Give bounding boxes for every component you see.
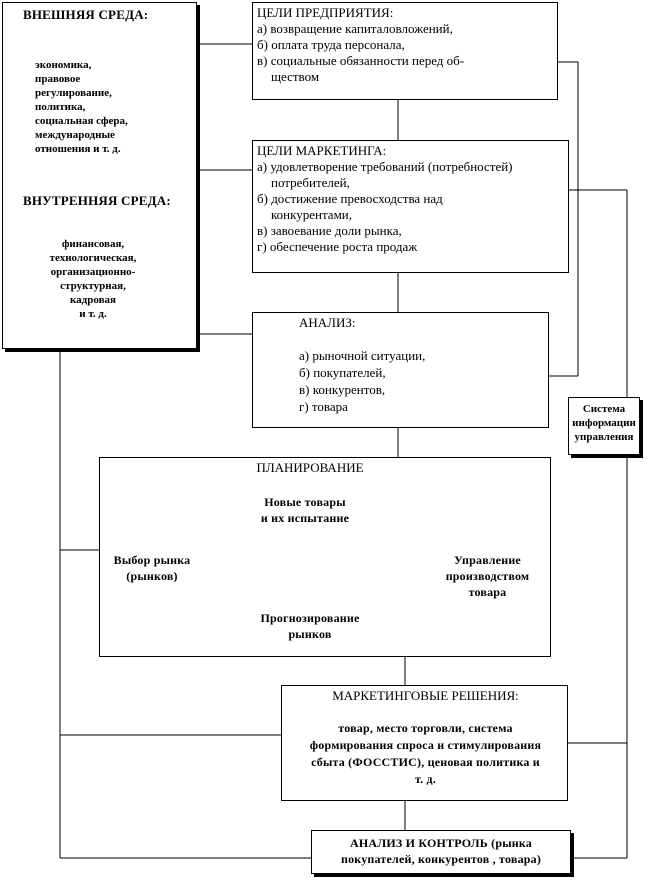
mis-label: информации [572, 417, 636, 429]
external-env-item: регулирование, [35, 87, 112, 99]
mis-label: Система [582, 403, 626, 415]
planning-production-mgmt-line: товара [468, 585, 507, 599]
internal-env-list [23, 237, 163, 321]
analysis-item: б) покупателей, [299, 365, 386, 380]
marketing-goal-item: г) обеспечение роста продаж [257, 239, 418, 254]
analysis-box [252, 312, 549, 428]
internal-env-title: ВНУТРЕННЯЯ СРЕДА: [23, 193, 171, 208]
planning-new-products-line: Новые товары [264, 495, 346, 509]
planning-market-choice-line: (рынков) [126, 569, 178, 583]
analysis-list [299, 347, 425, 415]
marketing-goal-item: б) достижение превосходства над [257, 191, 443, 206]
planning-market-choice [103, 552, 201, 584]
planning-production-mgmt-line: производством [445, 569, 530, 583]
environment-box [2, 2, 197, 349]
planning-new-products-line: и их испытание [260, 511, 350, 525]
external-env-list [35, 58, 185, 156]
marketing-goal-item: конкурентами, [271, 207, 353, 222]
mis-label: управления [574, 431, 634, 443]
marketing-decisions-line: т. д. [414, 772, 437, 786]
analysis-item: а) рыночной ситуации, [299, 348, 426, 363]
planning-forecasting-line: рынков [288, 627, 332, 641]
internal-env-item: технологическая, [49, 252, 137, 264]
marketing-goals-box [252, 140, 569, 273]
marketing-decisions-title: МАРКЕТИНГОВЫЕ РЕШЕНИЯ: [332, 688, 519, 703]
external-env-title: ВНЕШНЯЯ СРЕДА: [23, 7, 149, 22]
analysis-control-box [311, 830, 571, 874]
planning-new-products [245, 494, 365, 526]
external-env-item: политика, [35, 101, 86, 113]
internal-env-item: и т. д. [79, 308, 107, 320]
marketing-goal-item: в) завоевание доли рынка, [257, 223, 402, 238]
planning-forecasting-line: Прогнозирование [260, 611, 360, 625]
internal-env-item: структурная, [60, 280, 126, 292]
enterprise-goals-box [252, 2, 558, 100]
enterprise-goal-item: б) оплата труда персонала, [257, 37, 405, 52]
external-env-item: международные [35, 129, 115, 141]
analysis-control-line: покупателей, конкурентов , товара) [340, 852, 542, 866]
mis-box [568, 397, 640, 455]
marketing-decisions-line: сбыта (ФОССТИС), ценовая политика и [311, 755, 540, 769]
enterprise-goal-item: в) социальные обязанности перед об- [257, 53, 465, 68]
external-env-item: социальная сфера, [35, 115, 128, 127]
analysis-control-line: АНАЛИЗ И КОНТРОЛЬ (рынка [349, 836, 533, 850]
planning-production-mgmt-line: Управление [454, 553, 521, 567]
internal-env-item: кадровая [70, 294, 116, 306]
marketing-decisions-line: товар, место торговли, система [338, 721, 513, 735]
planning-production-mgmt [430, 552, 545, 600]
internal-env-item: финансовая, [61, 238, 125, 250]
marketing-goal-item: потребителей, [271, 175, 350, 190]
internal-env-item: организационно- [50, 266, 136, 278]
marketing-decisions-box [281, 685, 568, 801]
analysis-item: в) конкурентов, [299, 382, 386, 397]
external-env-item: экономика, [35, 59, 92, 71]
marketing-decisions-text [282, 720, 569, 788]
planning-title: ПЛАНИРОВАНИЕ [256, 460, 364, 475]
analysis-item: г) товара [299, 399, 348, 414]
enterprise-goals-title: ЦЕЛИ ПРЕДПРИЯТИЯ: [257, 5, 394, 20]
marketing-goals-title: ЦЕЛИ МАРКЕТИНГА: [257, 143, 387, 158]
external-env-item: правовое [35, 73, 81, 85]
marketing-decisions-line: формирования спроса и стимулирования [309, 738, 542, 752]
analysis-title: АНАЛИЗ: [299, 315, 356, 330]
external-env-item: отношения и т. д. [35, 143, 121, 155]
enterprise-goal-item: а) возвращение капиталовложений, [257, 21, 453, 36]
enterprise-goal-item: ществом [271, 69, 320, 84]
marketing-goal-item: а) удовлетворение требований (потребностей) [257, 159, 513, 174]
planning-forecasting [245, 610, 375, 642]
planning-market-choice-line: Выбор рынка [113, 553, 191, 567]
